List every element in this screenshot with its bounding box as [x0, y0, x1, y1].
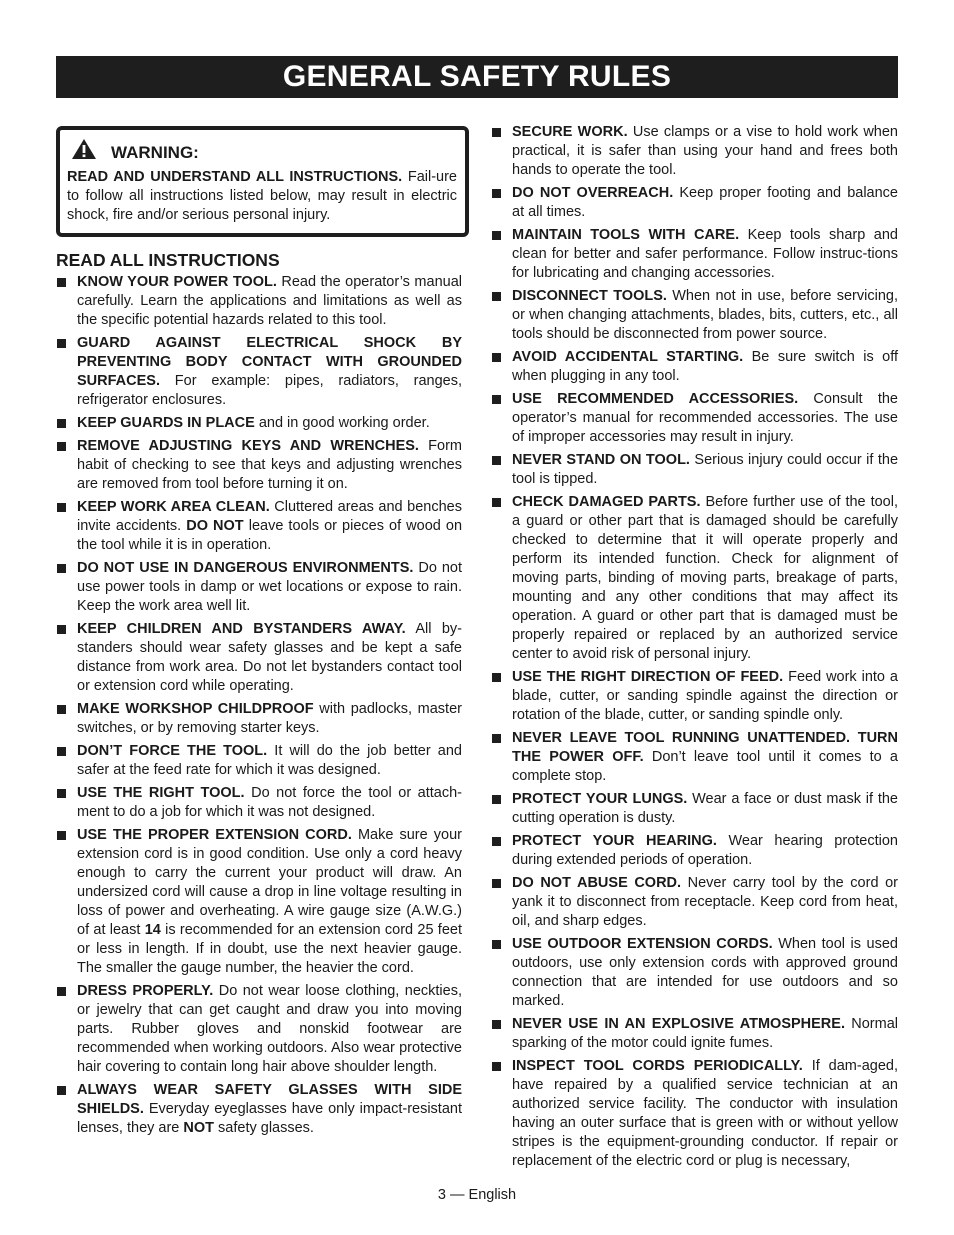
- list-item: [491, 832, 898, 870]
- square-bullet-icon: [57, 789, 66, 798]
- list-item: [491, 226, 898, 283]
- right-rules-list: [491, 123, 898, 1171]
- left-column: [56, 249, 462, 1142]
- item-text: Wear hearing protection during extended periods of operation.: [512, 833, 898, 868]
- square-bullet-icon: [492, 879, 501, 888]
- warning-body: Fail-ure to follow all instructions listed below, may result in electric shock, fire and/or serious personal injury.: [67, 169, 457, 223]
- left-rules-list: [56, 273, 462, 1138]
- item-lead: DO NOT OVERREACH.: [512, 185, 674, 201]
- item-text: with padlocks, master switches, or by removing starter keys.: [77, 701, 462, 736]
- item-text: Wear a face or dust mask if the cutting operation is dusty.: [512, 791, 898, 826]
- square-bullet-icon: [492, 498, 501, 507]
- list-item: [56, 334, 462, 410]
- item-text: If dam-aged, have repaired by a qualified service technician at an authorized service facility. The conductor with insulation having an outer surface that is green with or without yellow stripes is the equipment-grounding conductor. If repair or replacement of the electric cord or plug is necessary,: [512, 1058, 898, 1169]
- square-bullet-icon: [57, 1086, 66, 1095]
- item-lead: INSPECT TOOL CORDS PERIODICALLY.: [512, 1058, 803, 1074]
- square-bullet-icon: [492, 395, 501, 404]
- item-lead: DO NOT ABUSE CORD.: [512, 875, 682, 891]
- item-text: Make sure your extension cord is in good condition. Use only a cord heavy enough to carry the current your product will draw. An undersized cord will cause a drop in line voltage resulting in loss of power and overheating. A wire gauge size (A.W.G.) of at least: [77, 827, 462, 938]
- item-lead: DRESS PROPERLY.: [77, 983, 214, 999]
- list-item: [56, 620, 462, 696]
- square-bullet-icon: [57, 442, 66, 451]
- right-column: [491, 123, 898, 1175]
- square-bullet-icon: [57, 987, 66, 996]
- square-bullet-icon: [492, 1020, 501, 1029]
- item-lead: USE THE RIGHT TOOL.: [77, 785, 245, 801]
- list-item: [56, 784, 462, 822]
- item-lead: ALWAYS WEAR SAFETY GLASSES WITH SIDE SHIELDS.: [77, 1082, 462, 1117]
- item-text: It will do the job better and safer at the feed rate for which it was designed.: [77, 743, 462, 778]
- item-text: Do not force the tool or attach-ment to do a job for which it was not designed.: [77, 785, 463, 820]
- list-item: [491, 390, 898, 447]
- square-bullet-icon: [57, 831, 66, 840]
- list-item: [491, 729, 898, 786]
- item-lead: USE OUTDOOR EXTENSION CORDS.: [512, 936, 773, 952]
- item-lead: USE THE RIGHT DIRECTION OF FEED.: [512, 669, 784, 685]
- list-item: [491, 668, 898, 725]
- square-bullet-icon: [57, 564, 66, 573]
- list-item: [491, 874, 898, 931]
- list-item: [491, 790, 898, 828]
- item-lead: MAINTAIN TOOLS WITH CARE.: [512, 227, 740, 243]
- list-item: [56, 559, 462, 616]
- warning-triangle-icon: [71, 138, 97, 160]
- item-lead: 14: [144, 922, 161, 938]
- item-text: Use clamps or a vise to hold work when practical, it is safer than using your hand and frees both hands to operate the tool.: [512, 124, 898, 178]
- list-item: [491, 1015, 898, 1053]
- item-lead: PROTECT YOUR LUNGS.: [512, 791, 688, 807]
- warning-text: [67, 168, 457, 225]
- item-lead: REMOVE ADJUSTING KEYS AND WRENCHES.: [77, 438, 419, 454]
- item-lead: KNOW YOUR POWER TOOL.: [77, 274, 277, 290]
- item-text: All by-standers should wear safety glasses and be kept a safe distance from work area. Do not let bystanders contact tool or extension cord while operating.: [77, 621, 462, 694]
- item-text: For example: pipes, radiators, ranges, refrigerator enclosures.: [77, 373, 462, 408]
- square-bullet-icon: [492, 734, 501, 743]
- square-bullet-icon: [57, 705, 66, 714]
- item-lead: KEEP GUARDS IN PLACE: [77, 415, 255, 431]
- item-lead: NEVER USE IN AN EXPLOSIVE ATMOSPHERE.: [512, 1016, 845, 1032]
- item-lead: DISCONNECT TOOLS.: [512, 288, 667, 304]
- list-item: [491, 123, 898, 180]
- item-text: safety glasses.: [214, 1120, 314, 1136]
- item-lead: NOT: [183, 1120, 215, 1136]
- item-text: Don’t leave tool until it comes to a complete stop.: [512, 749, 899, 784]
- square-bullet-icon: [492, 673, 501, 682]
- square-bullet-icon: [492, 940, 501, 949]
- square-bullet-icon: [492, 231, 501, 240]
- item-lead: AVOID ACCIDENTAL STARTING.: [512, 349, 744, 365]
- list-item: [491, 451, 898, 489]
- list-item: [56, 1081, 462, 1138]
- item-text: Be sure switch is off when plugging in any tool.: [512, 349, 898, 384]
- item-text: Consult the operator’s manual for recommended accessories. The use of improper accessories may result in injury.: [512, 391, 898, 445]
- item-lead: GUARD AGAINST ELECTRICAL SHOCK BY PREVENTING BODY CONTACT WITH GROUNDED SURFACES.: [77, 335, 462, 389]
- list-item: [56, 498, 462, 555]
- list-item: [491, 348, 898, 386]
- list-item: [491, 287, 898, 344]
- page-title: GENERAL SAFETY RULES: [56, 56, 898, 98]
- item-text: Keep proper footing and balance at all times.: [512, 185, 898, 220]
- square-bullet-icon: [492, 795, 501, 804]
- item-lead: DON’T FORCE THE TOOL.: [77, 743, 268, 759]
- item-text: Form habit of checking to see that keys and adjusting wrenches are removed from tool before turning it on.: [77, 438, 463, 492]
- list-item: [56, 826, 462, 978]
- item-text: Cluttered areas and benches invite accidents.: [77, 499, 462, 534]
- list-item: [56, 700, 462, 738]
- square-bullet-icon: [57, 419, 66, 428]
- square-bullet-icon: [57, 503, 66, 512]
- list-item: [491, 935, 898, 1011]
- list-item: [56, 742, 462, 780]
- item-lead: NEVER STAND ON TOOL.: [512, 452, 690, 468]
- square-bullet-icon: [492, 189, 501, 198]
- item-text: When not in use, before servicing, or when changing attachments, blades, bits, cutters, etc., all tools should be disconnected from power source.: [512, 288, 898, 342]
- item-text: Keep tools sharp and clean for better and safer performance. Follow instruc-tions for lubricating and changing accessories.: [512, 227, 898, 281]
- item-text: Normal sparking of the motor could ignite fumes.: [512, 1016, 898, 1051]
- item-text: leave tools or pieces of wood on the tool while it is in operation.: [77, 518, 463, 553]
- list-item: [56, 982, 462, 1077]
- list-item: [491, 493, 898, 664]
- square-bullet-icon: [492, 128, 501, 137]
- square-bullet-icon: [492, 292, 501, 301]
- item-lead: PROTECT YOUR HEARING.: [512, 833, 717, 849]
- item-text: Do not wear loose clothing, neckties, or jewelry that can get caught and draw you into moving parts. Rubber gloves and nonskid footwear are recommended when working outdoors. Also wear protective hair covering to contain long hair above shoulder length.: [77, 983, 462, 1075]
- item-lead: CHECK DAMAGED PARTS.: [512, 494, 701, 510]
- item-lead: DO NOT USE IN DANGEROUS ENVIRONMENTS.: [77, 560, 414, 576]
- item-lead: USE RECOMMENDED ACCESSORIES.: [512, 391, 799, 407]
- list-item: [56, 437, 462, 494]
- item-text: Never carry tool by the cord or yank it to disconnect from receptacle. Keep cord from heat, oil, and sharp edges.: [512, 875, 898, 929]
- section-title: READ ALL INSTRUCTIONS: [56, 250, 280, 270]
- item-text: Before further use of the tool, a guard or other part that is damaged should be carefully checked to determine that it will operate properly and perform its intended function. Check for alignment of moving parts, binding of moving parts, breakage of parts, mounting and any other conditions that may affect its operation. A guard or other part that is damaged must be properly repaired or replaced by an authorized service center to avoid risk of personal injury.: [512, 494, 898, 662]
- item-lead: DO NOT: [186, 518, 244, 534]
- item-text: and in good working order.: [254, 415, 430, 431]
- item-text: Feed work into a blade, cutter, or sanding spindle against the direction or rotation of the blade, cutter, or sanding spindle only.: [512, 669, 898, 723]
- square-bullet-icon: [57, 625, 66, 634]
- square-bullet-icon: [57, 278, 66, 287]
- warning-label: WARNING:: [111, 143, 199, 162]
- square-bullet-icon: [57, 747, 66, 756]
- square-bullet-icon: [492, 1062, 501, 1071]
- warning-lead: READ AND UNDERSTAND ALL INSTRUCTIONS.: [67, 169, 403, 185]
- item-text: Serious injury could occur if the tool is tipped.: [512, 452, 899, 487]
- square-bullet-icon: [57, 339, 66, 348]
- item-text: is recommended for an extension cord 25 feet or less in length. If in doubt, use the next heavier gauge. The smaller the gauge number, the heavier the cord.: [77, 922, 462, 976]
- item-lead: MAKE WORKSHOP CHILDPROOF: [77, 701, 314, 717]
- item-text: Read the operator’s manual carefully. Learn the applications and limitations as well as the specific potential hazards related to this tool.: [77, 274, 462, 328]
- item-lead: SECURE WORK.: [512, 124, 628, 140]
- item-lead: KEEP WORK AREA CLEAN.: [77, 499, 270, 515]
- item-text: Do not use power tools in damp or wet locations or expose to rain. Keep the work area well lit.: [77, 560, 462, 614]
- item-text: Everyday eyeglasses have only impact-resistant lenses, they are: [77, 1101, 462, 1136]
- list-item: [56, 273, 462, 330]
- list-item: [491, 1057, 898, 1171]
- list-item: [56, 414, 462, 433]
- square-bullet-icon: [492, 837, 501, 846]
- warning-header: [67, 142, 457, 164]
- page-footer: 3 — English: [437, 1187, 517, 1203]
- item-text: When tool is used outdoors, use only extension cords with approved ground connection that are intended for use outdoors and so marked.: [512, 936, 898, 1009]
- warning-box: [56, 126, 469, 237]
- square-bullet-icon: [492, 353, 501, 362]
- item-lead: NEVER LEAVE TOOL RUNNING UNATTENDED. TURN THE POWER OFF.: [512, 730, 898, 765]
- square-bullet-icon: [492, 456, 501, 465]
- item-lead: USE THE PROPER EXTENSION CORD.: [77, 827, 352, 843]
- list-item: [491, 184, 898, 222]
- item-lead: KEEP CHILDREN AND BYSTANDERS AWAY.: [77, 621, 406, 637]
